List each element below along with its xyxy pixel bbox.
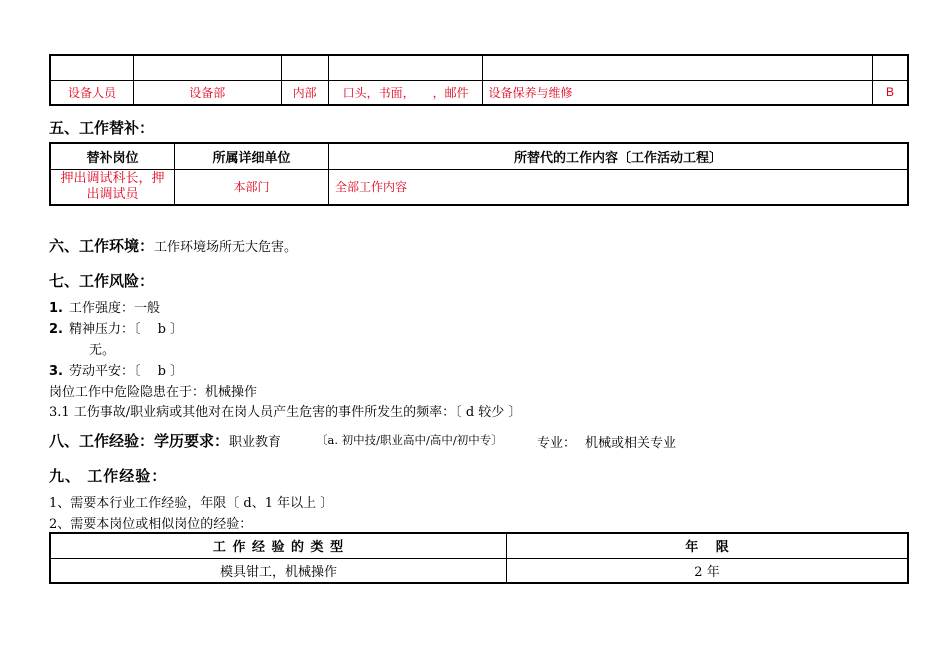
header-years: 年 限 xyxy=(507,533,909,558)
contact-person: 设备人员 xyxy=(50,80,133,105)
contact-table xyxy=(49,54,909,106)
hazard-text: 岗位工作中危险隐患在于：机械操作 xyxy=(49,385,258,400)
header-content: 所替代的工作内容〔工作活动工程〕 xyxy=(329,143,909,169)
contact-dept: 设备部 xyxy=(133,80,281,105)
education: 职业教育 xyxy=(229,435,282,450)
risk-item-2-sub: 无。 xyxy=(89,343,116,358)
empty-cell xyxy=(482,55,872,80)
contact-scope: 内部 xyxy=(281,80,328,105)
substitute-content: 全部工作内容 xyxy=(329,169,909,205)
risk-item-1: 1. 工作强度：一般 xyxy=(49,301,161,316)
experience-years: 2 年 xyxy=(507,558,909,583)
empty-cell xyxy=(50,55,133,80)
contact-content: 设备保养与维修 xyxy=(482,80,872,105)
section6-title: 六、工作环境： xyxy=(49,237,155,255)
section6 xyxy=(49,235,297,256)
header-substitute-post: 替补岗位 xyxy=(50,143,175,169)
section5-title: 五、工作替补： xyxy=(49,119,155,137)
frequency-text: 3.1 工伤事故/职业病或其他对在岗人员产生危害的事件所发生的频率：〔 d 较少 〕 xyxy=(49,405,522,420)
empty-cell xyxy=(133,55,281,80)
header-experience-type: 工 作 经 验 的 类 型 xyxy=(50,533,507,558)
major-value: 机械或相关专业 xyxy=(585,436,677,451)
contact-level: B xyxy=(873,80,909,105)
section8 xyxy=(49,430,281,451)
empty-cell xyxy=(328,55,482,80)
substitute-table xyxy=(49,142,909,206)
risk-item-2: 2. 精神压力：〔 b 〕 xyxy=(49,322,184,337)
experience-type: 模具钳工，机械操作 xyxy=(50,558,507,583)
empty-cell xyxy=(281,55,328,80)
similar-experience: 2、需要本岗位或相似岗位的经验： xyxy=(49,517,253,532)
contact-method: 口头，书面， ，邮件 xyxy=(328,80,482,105)
section9-title: 九、 工作经验： xyxy=(49,467,168,485)
industry-experience: 1、需要本行业工作经验，年限〔 d、1 年以上 〕 xyxy=(49,496,334,511)
education-options: 〔a. 初中技/职业高中/高中/初中专〕 xyxy=(316,433,503,447)
major-label: 专业： xyxy=(537,436,577,451)
section7-title: 七、工作风险： xyxy=(49,272,155,290)
substitute-post: 押出调试科长，押出调试员 xyxy=(50,169,175,205)
risk-item-3: 3. 劳动平安：〔 b 〕 xyxy=(49,364,184,379)
substitute-unit: 本部门 xyxy=(175,169,329,205)
section6-text: 工作环境场所无大危害。 xyxy=(154,240,298,255)
section8-title: 八、工作经验：学历要求： xyxy=(49,432,230,450)
empty-cell xyxy=(873,55,909,80)
experience-table xyxy=(49,532,909,584)
header-unit: 所属详细单位 xyxy=(175,143,329,169)
